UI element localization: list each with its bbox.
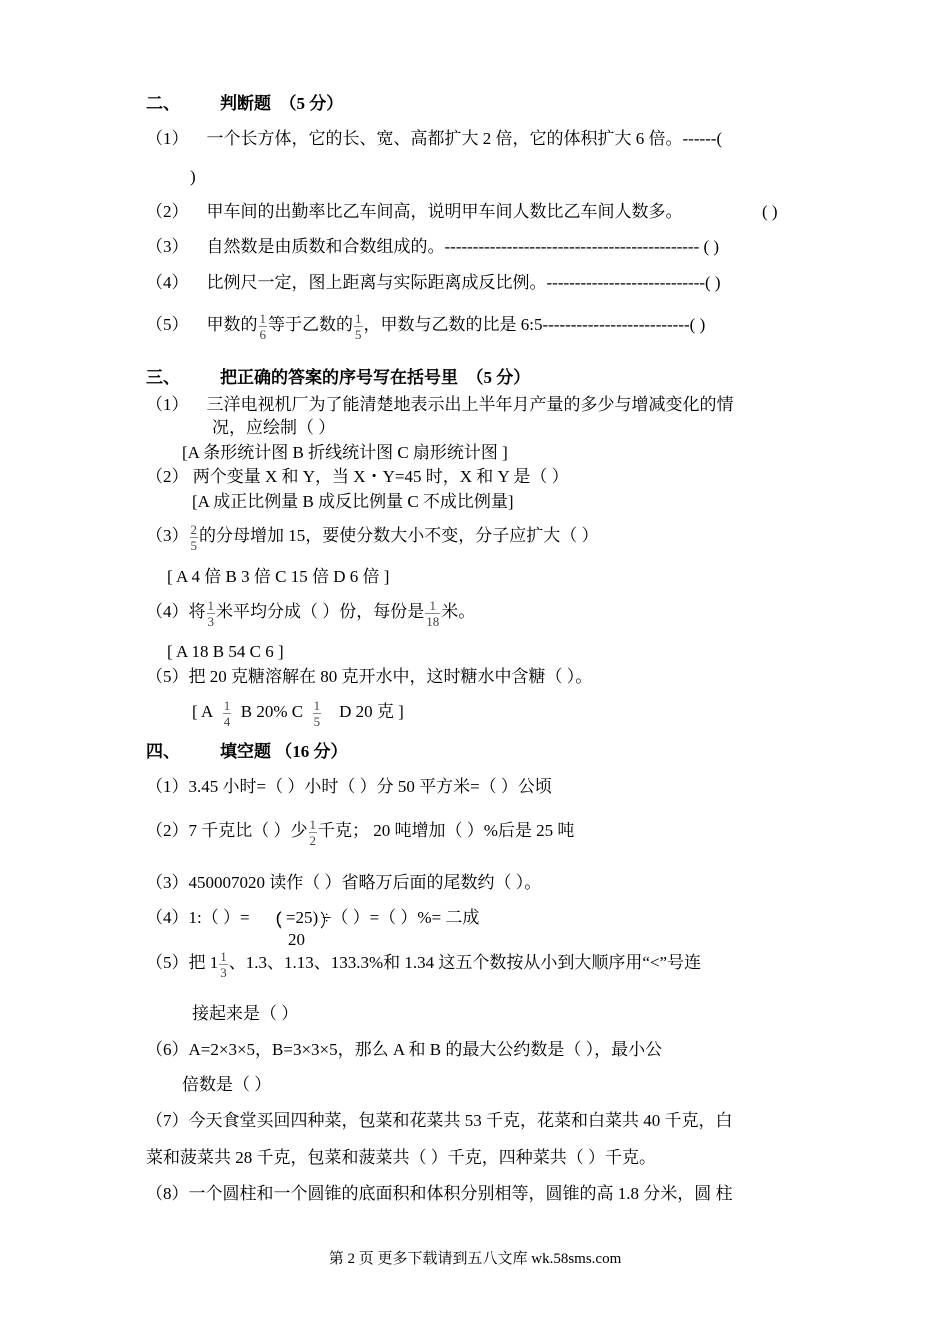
- s3-q1-number: （1）: [146, 395, 189, 414]
- s2-q2-text: 甲车间的出勤率比乙车间高，说明甲车间人数比乙车间人数多。: [206, 202, 683, 221]
- s4-q1: （1）3.45 小时=（ ）小时（ ）分 50 平方米=（ ）公顷: [146, 777, 552, 796]
- section4-heading: [146, 741, 348, 763]
- s4-q6-line2: 倍数是（ ）: [182, 1075, 272, 1094]
- s4-q6-line1: （6）A=2×3×5，B=3×3×5，那么 A 和 B 的最大公约数是（ ），最小公: [146, 1040, 663, 1059]
- s4-q7-line1: （7）今天食堂买回四种菜，包菜和花菜共 53 千克，花菜和白菜共 40 千克，白: [146, 1111, 733, 1130]
- section3-number: 三、: [146, 368, 180, 387]
- s3-q1-text: 三洋电视机厂为了能清楚地表示出上半年月产量的多少与增减变化的情: [206, 395, 734, 414]
- s2-q5-text-a: 甲数的: [206, 315, 258, 334]
- s2-q1-close: ): [190, 167, 196, 186]
- section3-title: 把正确的答案的序号写在括号里: [220, 368, 458, 387]
- s2-q5: [146, 308, 705, 342]
- s3-q4-text-c: 米。: [441, 602, 476, 621]
- s4-q5-line2: 接起来是（ ）: [192, 1004, 299, 1023]
- s3-q3: [146, 519, 599, 553]
- s2-q4: [146, 272, 721, 294]
- page-footer: 第 2 页 更多下载请到五八文库 wk.58sms.com: [328, 1251, 622, 1267]
- s4-q3: （3）450007020 读作（ ）省略万后面的尾数约（ ）。: [146, 873, 542, 892]
- s3-q5-opt-c: D 20 克 ]: [339, 702, 404, 721]
- s3-q3-options: [ A 4 倍 B 3 倍 C 15 倍 D 6 倍 ]: [167, 567, 390, 586]
- s2-q2-number: （2）: [146, 202, 189, 221]
- s4-q4-frac-denominator: 20: [288, 930, 305, 949]
- s3-q5-opt-a: [ A: [192, 702, 214, 721]
- s4-q4-a: （4）1:（ ）=: [146, 908, 250, 927]
- section2-number: 二、: [146, 94, 180, 113]
- s3-q3-text: 的分母增加 15，要使分数大小不变，分子应扩大（ ）: [199, 526, 599, 545]
- s4-q5: [146, 946, 701, 980]
- s4-q4-frac-numerator: ( =25): [276, 908, 319, 927]
- s4-q2-text-b: 千克； 20 吨增加（ ）%后是 25 吨: [318, 821, 575, 840]
- s3-q1-line1: [146, 394, 734, 416]
- section2-title: 判断题: [220, 94, 271, 113]
- s4-q2-text-a: （2）7 千克比（ ）少: [146, 821, 308, 840]
- s2-q5-number: （5）: [146, 315, 189, 334]
- s3-q4: [146, 595, 475, 629]
- s2-q4-number: （4）: [146, 273, 189, 292]
- s3-q1-line2: 况，应绘制（ ）: [212, 418, 336, 437]
- section4-number: 四、: [146, 742, 180, 761]
- s4-q7-line2: 菜和菠菜共 28 千克，包菜和菠菜共（ ）千克，四种菜共（ ）千克。: [146, 1148, 656, 1167]
- s3-q5-fraction-2: $\frac{1}{5}$: [313, 697, 321, 729]
- s4-q5-text-b: 、1.3、1.13、133.3%和 1.34 这五个数按从小到大顺序用“<”号连: [228, 953, 702, 972]
- section2-heading: [146, 93, 343, 115]
- section3-heading: [146, 367, 530, 389]
- s2-q2: [146, 201, 683, 223]
- s3-q5: （5）把 20 克糖溶解在 80 克开水中，这时糖水中含糖（ ）。: [146, 667, 593, 686]
- s2-q3-number: （3）: [146, 237, 189, 256]
- section4-title: 填空题: [220, 742, 271, 761]
- s4-q5-fraction: $\frac{1}{3}$: [220, 948, 227, 980]
- s3-q1-options: [A 条形统计图 B 折线统计图 C 扇形统计图 ]: [182, 443, 508, 462]
- s3-q4-fraction-2: $\frac{1}{18}$: [426, 597, 440, 629]
- s2-q1: [146, 128, 722, 150]
- s4-q2-fraction: $\frac{1}{2}$: [309, 816, 316, 848]
- s3-q4-text-b: 米平均分成（ ）份，每份是: [216, 602, 425, 621]
- s3-q4-options: [ A 18 B 54 C 6 ]: [167, 642, 284, 661]
- s3-q4-fraction-1: $\frac{1}{3}$: [207, 597, 214, 629]
- s4-q4-b: ÷（ ）=（ ）%= 二成: [322, 908, 480, 927]
- s3-q5-fraction-1: $\frac{1}{4}$: [223, 697, 231, 729]
- s3-q5-options: [192, 695, 404, 729]
- s2-q3: [146, 236, 719, 258]
- s4-q5-text-a: （5）把 1: [146, 953, 219, 972]
- s2-q5-fraction-1: $\frac{1}{6}$: [259, 310, 266, 342]
- s4-q8-line1: （8）一个圆柱和一个圆锥的底面积和体积分别相等，圆锥的高 1.8 分米，圆 柱: [146, 1184, 733, 1203]
- s2-q4-text: 比例尺一定，图上距离与实际距离成反比例。----------------------------( ): [206, 273, 721, 292]
- s2-q5-text-b: 等于乙数的: [268, 315, 353, 334]
- s2-q5-text-c: ，甲数与乙数的比是 6:5--------------------------( ): [363, 315, 706, 334]
- s2-q2-answer-paren: ( ): [762, 202, 778, 221]
- section4-score: （16 分）: [275, 742, 348, 761]
- section2-score: （5 分）: [279, 94, 344, 113]
- s3-q2-options: [A 成正比例量 B 成反比例量 C 不成比例量]: [192, 492, 514, 511]
- s2-q1-text: 一个长方体，它的长、宽、高都扩大 2 倍，它的体积扩大 6 倍。------(: [206, 129, 723, 148]
- s3-q2: （2） 两个变量 X 和 Y，当 X・Y=45 时，X 和 Y 是（ ）: [146, 467, 569, 486]
- section3-score: （5 分）: [466, 368, 531, 387]
- s3-q5-opt-b: B 20% C: [240, 702, 304, 721]
- s2-q1-number: （1）: [146, 129, 189, 148]
- s3-q3-number: （3）: [146, 526, 189, 545]
- s2-q5-fraction-2: $\frac{1}{5}$: [355, 310, 362, 342]
- s2-q3-text: 自然数是由质数和合数组成的。--------------------------------------------- ( ): [206, 237, 720, 256]
- s3-q3-fraction: $\frac{2}{5}$: [190, 521, 197, 553]
- s4-q2: [146, 814, 574, 848]
- s3-q4-text-a: （4）将: [146, 602, 206, 621]
